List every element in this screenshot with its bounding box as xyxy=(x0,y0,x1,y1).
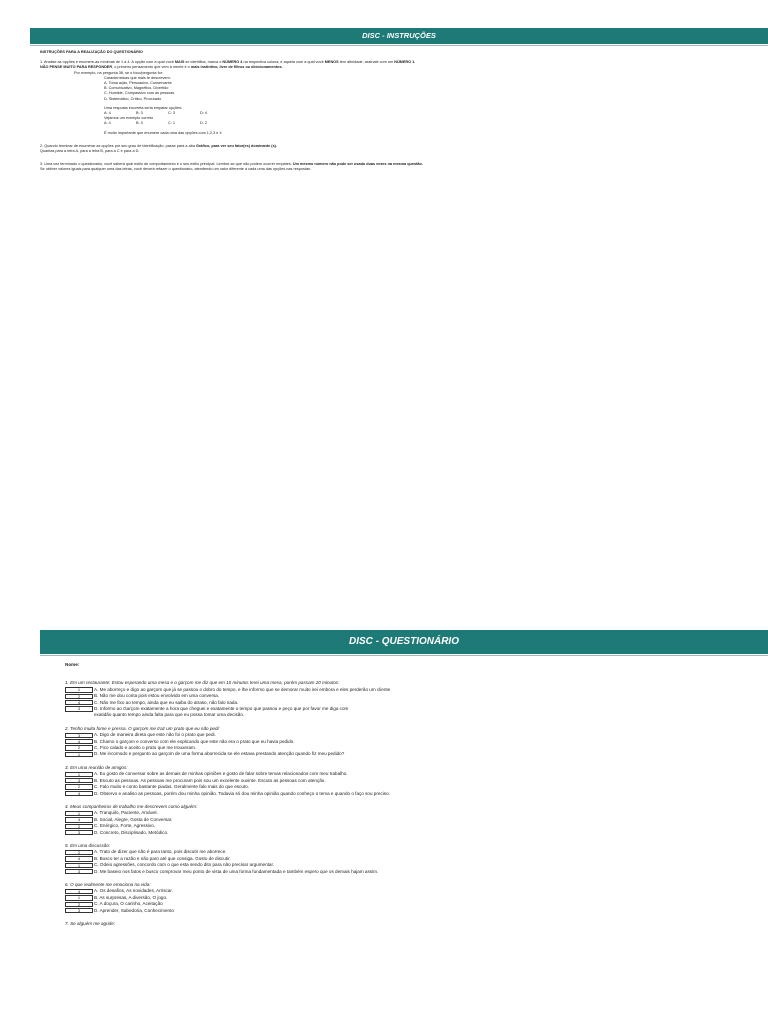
rank-input[interactable]: 2 xyxy=(65,745,93,750)
instructions-header: DISC - INSTRUÇÕES xyxy=(30,28,768,44)
option-text: C. Falo muito e conto bastante piadas. Geralmente falo mais do que escuto. xyxy=(94,784,249,790)
option-text: C. Odeio agressões, concordo com o que esta sendo dito para não precisar argumentar. xyxy=(94,862,275,868)
rank-input[interactable]: 3 xyxy=(65,733,93,738)
traits-intro: Características que mais te descrevem: xyxy=(104,75,171,80)
question-3 xyxy=(65,765,755,797)
instructions-section xyxy=(40,50,760,173)
option-text: A. Os desafios, As novidades, Arriscar. xyxy=(94,888,173,894)
option-text: B. Social, Alegre, Gosta de Conversar. xyxy=(94,816,173,822)
questions-list xyxy=(65,680,755,927)
trait-d: D. Sistemático, Crítico, Procurado xyxy=(104,96,162,101)
rank-input[interactable]: 3 xyxy=(65,869,93,874)
option-text: B. Não me dou conta pois estou envolvido em uma conversa. xyxy=(94,693,220,699)
option-text: B. Busco ter a razão e não paro até que consiga. Gosto de discutir. xyxy=(94,855,231,861)
instruction-step-3-line2: Se obtiver valores iguais para qualquer uma das letras, você deverá refazer o questionário, atendendo um valor diferente a cada uma das opções nas respostas. xyxy=(40,167,312,172)
rank-input[interactable]: 4 xyxy=(65,739,93,744)
rank-input[interactable]: 3 xyxy=(65,778,93,783)
option-text: A. Trato de dizer que não é para tanto, pois discutir me aborrece. xyxy=(94,849,227,855)
rank-input[interactable]: 2 xyxy=(65,694,93,699)
rank-input[interactable]: 2 xyxy=(65,824,93,829)
wrong-example-label: Uma resposta incorreta seria empatar opções: xyxy=(104,105,183,110)
rank-input[interactable]: 3 xyxy=(65,706,93,711)
option-d xyxy=(65,791,755,797)
instructions-header-rule xyxy=(30,45,768,46)
option-d xyxy=(65,751,755,757)
right-example-label: Vejamos um exemplo correto xyxy=(104,116,154,121)
instruction-step-2: 2. Quando terminar de enumerar as opções por seu grau de identificação, passe para a aba Gráfico, para ver seu fator(es) dominante (s). xyxy=(40,143,278,148)
option-text: A. Tranquilo, Paciente, Amável. xyxy=(94,810,158,816)
rank-input[interactable]: 4 xyxy=(65,817,93,822)
option-text: B. Chamo o garçom e converso com ele explicando que este não era o prato que eu havia pedido. xyxy=(94,738,295,744)
question-5 xyxy=(65,843,755,875)
option-continuation: exatidão quanto tempo ainda falta para que eu possa tomar uma decisão. xyxy=(94,712,245,718)
instruction-step-2-line2: Quantas para a letra A, para a letra B, para a C e para a D. xyxy=(40,149,140,154)
example-intro: Por exemplo, na pergunta 36, se o foco/pergunta for: xyxy=(74,70,164,75)
question-6 xyxy=(65,882,755,914)
option-text: C. Não me fixo ao tempo, ainda que eu saiba do atraso, não falo nada. xyxy=(94,699,239,705)
rank-input[interactable]: 2 xyxy=(65,850,93,855)
option-text: C. Enérgico, Forte, Agressivo. xyxy=(94,823,156,829)
option-text: D. Observo e analiso as pessoas, porém dou minha opinião. Todavia só dou minha opinião quando conheço o tema e quando o faço sou preciso. xyxy=(94,790,390,796)
question-title: 2. Tenho muita fome e pressa. O garçom me traz um prato que eu não pedi: xyxy=(65,725,220,731)
option-text: D. Concreto, Disciplinado, Metódico. xyxy=(94,829,169,835)
rank-input[interactable]: 4 xyxy=(65,791,93,796)
option-text: D. Informo ao Garçom exatamente a hora que cheguei e exatamente o tempo que passou e peço que por favor me diga com xyxy=(94,706,349,712)
option-text: B. As surpresas, A diversão, O jogo. xyxy=(94,894,168,900)
question-7 xyxy=(65,921,755,927)
option-d xyxy=(65,908,755,914)
question-title: 5. Em uma discussão: xyxy=(65,842,111,848)
question-2 xyxy=(65,726,755,758)
option-text: D. Aprender, Sabedoria, Conhecimento xyxy=(94,907,174,913)
rank-input[interactable]: 4 xyxy=(65,700,93,705)
question-1 xyxy=(65,680,755,718)
rank-input[interactable]: 3 xyxy=(65,908,93,913)
rank-input[interactable]: 1 xyxy=(65,863,93,868)
option-text: C. Fico calado e aceito o prato que me trouxeram. xyxy=(94,745,197,751)
question-title: 1. Em um restaurante: Estou esperando uma mesa e o garçom me diz que em 10 minutos terei uma mesa, porém passam 20 minutos: xyxy=(65,680,340,686)
rank-input[interactable]: 4 xyxy=(65,889,93,894)
rank-input[interactable]: 3 xyxy=(65,830,93,835)
instruction-step-1: 1. Analise as opções e enumere-as mínimas de 1 a 4. A opção com a qual você MAIS se identifica, marca o NÚMERO 4 na respectiva coluna, e aquela com a qual você MENOS tem afinidade, assinale com um NÚMERO 1. xyxy=(40,60,416,65)
trait-a: A. Toma ação, Persuasivo, Conservante xyxy=(104,81,172,86)
right-example-values: A: 4 B: 3 C: 1 D: 2 xyxy=(104,121,207,126)
option-text: D. Me baseio nos fatos e busco comprovar meu ponto de vista de uma forma fundamentada e também espero que os demais hajam assim. xyxy=(94,868,379,874)
rank-input[interactable]: 4 xyxy=(65,856,93,861)
important-note: É muito importante que enumere cada uma das opções com 1,2,3 e 4 xyxy=(104,130,222,135)
rank-input[interactable]: 1 xyxy=(65,752,93,757)
instructions-title: INSTRUÇÕES PARA A REALIZAÇÃO DO QUESTIONÁRIO xyxy=(40,50,143,54)
rank-input[interactable]: 2 xyxy=(65,902,93,907)
rank-input[interactable]: 1 xyxy=(65,811,93,816)
option-text: B. Escuto as pessoas. As pessoas me procuram pois sou um excelente ouvinte. Escuto as pessoas com atenção. xyxy=(94,777,326,783)
questionnaire-section xyxy=(65,662,755,934)
rank-input[interactable]: 1 xyxy=(65,772,93,777)
option-text: A. Eu gosto de conversar sobre as demais de minhas opiniões e gosto de falar sobre temas relacionados com meu trabalho. xyxy=(94,771,348,777)
questionnaire-header: DISC - QUESTIONÁRIO xyxy=(40,630,768,654)
question-title: 3. Em uma reunião de amigos: xyxy=(65,764,128,770)
trait-b: B. Comunicativo, Magnético, Divertido xyxy=(104,86,169,91)
instruction-step-1-line2: NÃO PENSE MUITO PARA RESPONDER, o primeiro pensamento que vem à mente é o mais instintivo, livre de filtros ou direcionamentos. xyxy=(40,65,283,70)
rank-input[interactable]: 1 xyxy=(65,895,93,900)
question-title: 6. O que realmente me emociona na vida: xyxy=(65,881,151,887)
question-title: 7. Se alguém me agride: xyxy=(65,921,116,926)
questionnaire-header-rule xyxy=(40,655,768,656)
option-text: D. Me incomodo e pergunto ao garçom de uma forma aborrecida se ele estava prestando atenção quando fiz meu pedido? xyxy=(94,751,345,757)
wrong-example-values: A: 4 B: 3 C: 3 D: 4 xyxy=(104,111,207,116)
option-text: A. Me aborreço e digo ao garçom que já se passou o dobro do tempo, e lhe informo que se demorar muito irei embora e eles perderão um cliente xyxy=(94,686,391,692)
rank-input[interactable]: 1 xyxy=(65,687,93,692)
question-4 xyxy=(65,804,755,836)
name-label: Nome: xyxy=(65,662,80,667)
option-d xyxy=(65,830,755,836)
question-title: 4. Meus companheiros de trabalho me descrevem como alguém: xyxy=(65,803,198,809)
option-text: A. Digo de maneira direta que este não foi o prato que pedi. xyxy=(94,732,216,738)
trait-c: C. Humilde, Compassivo com as pessoas xyxy=(104,91,175,96)
rank-input[interactable]: 2 xyxy=(65,784,93,789)
instruction-step-3: 3. Uma vez terminado o questionário, você saberá qual estilo de comportamento é o seu estilo principal. Lembre-se que não podem ocorrer empates. Um mesmo número não pode ser usado duas vezes na mesma questão. xyxy=(40,162,423,167)
option-d xyxy=(65,869,755,875)
option-text: C. A doçura, O carinho, Aceitação xyxy=(94,901,163,907)
